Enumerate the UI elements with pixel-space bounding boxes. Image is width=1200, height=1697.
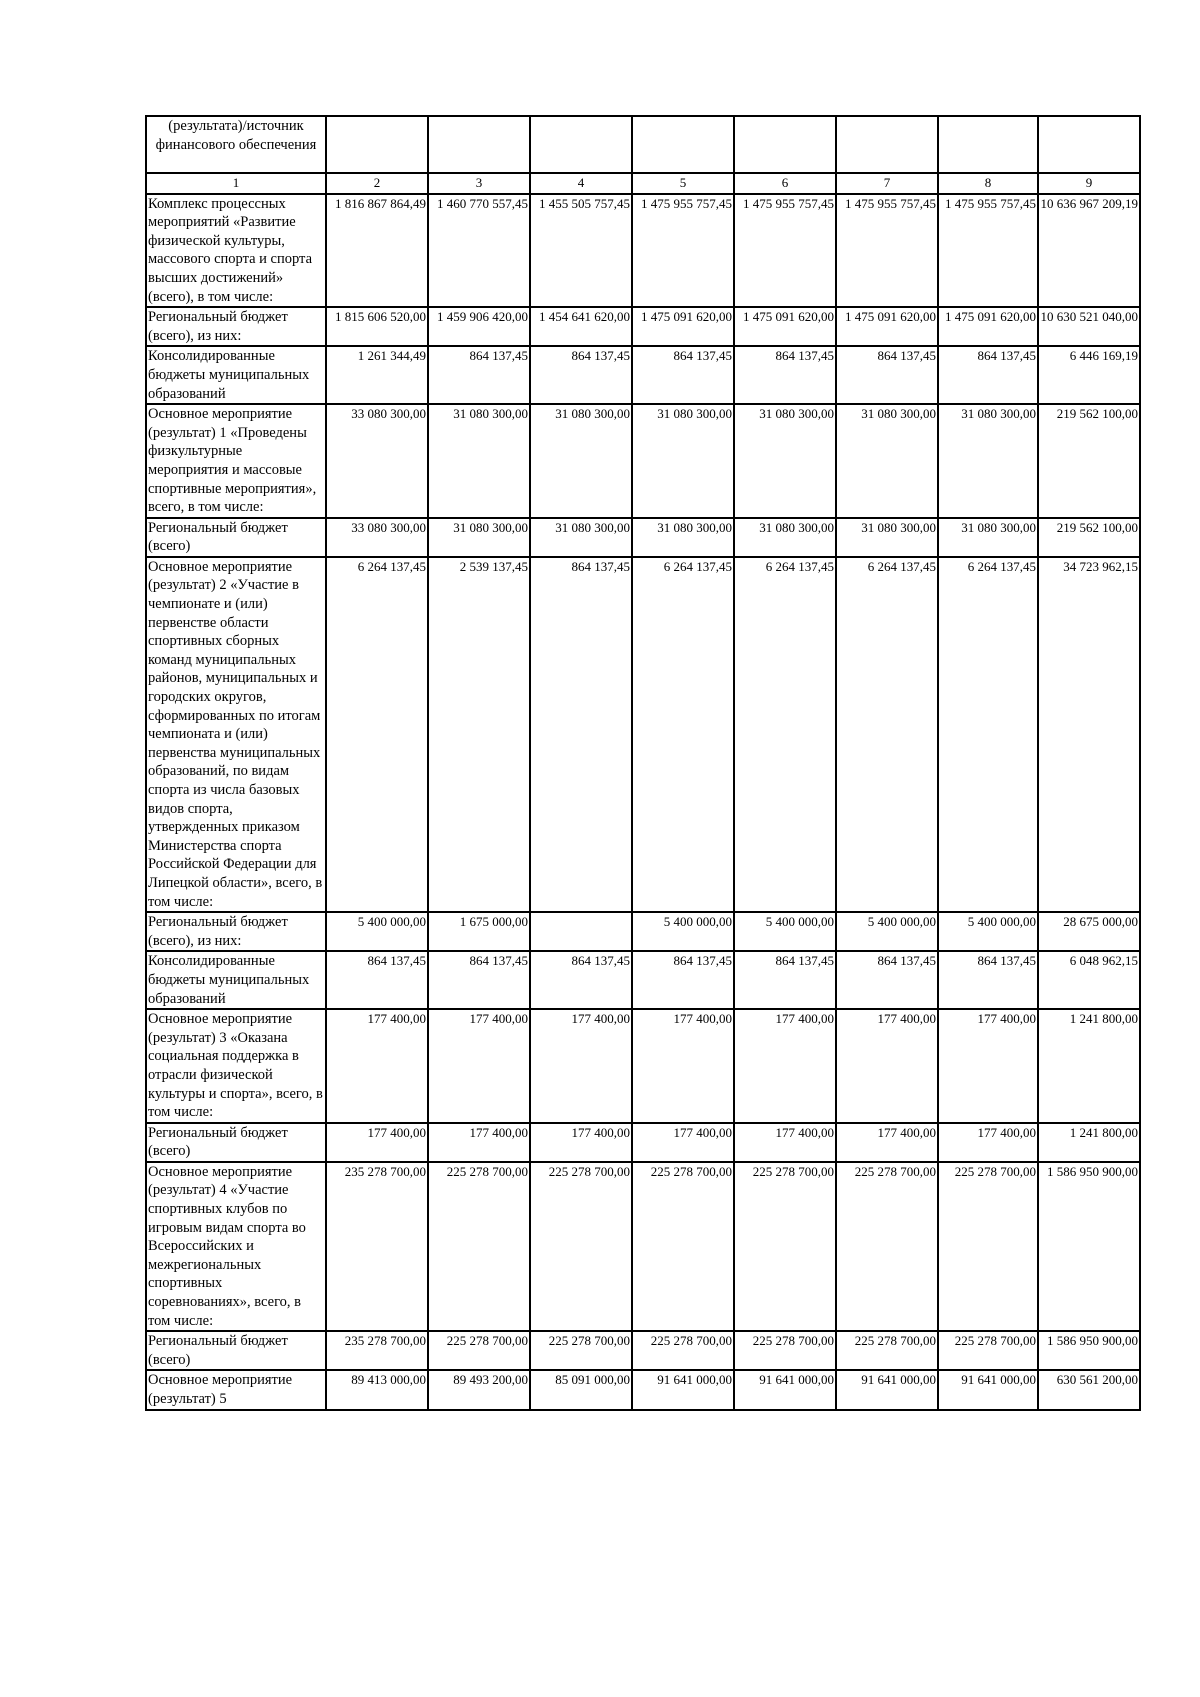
value-cell: 177 400,00 — [632, 1009, 734, 1123]
value-cell: 225 278 700,00 — [428, 1331, 530, 1370]
value-cell: 31 080 300,00 — [938, 518, 1038, 557]
value-cell: 5 400 000,00 — [734, 912, 836, 951]
row-label: Основное мероприятие (результат) 2 «Участие в чемпионате и (или) первенстве области спортивных сборных команд муниципальных районов, муниципальных и городских округов, сформированных по итогам чемпионата и (или) первенства муниципальных образований, по видам спорта из числа базовых видов спорта, утвержденных приказом Министерства спорта Российской Федерации для Липецкой области», всего, в том числе: — [146, 557, 326, 912]
value-cell: 31 080 300,00 — [530, 518, 632, 557]
value-cell: 6 264 137,45 — [734, 557, 836, 912]
row-label: Консолидированные бюджеты муниципальных образований — [146, 951, 326, 1009]
value-cell: 31 080 300,00 — [632, 518, 734, 557]
table-row — [146, 1009, 1140, 1123]
financing-table — [145, 115, 1141, 1411]
value-cell: 864 137,45 — [836, 951, 938, 1009]
value-cell: 177 400,00 — [632, 1123, 734, 1162]
value-cell: 225 278 700,00 — [428, 1162, 530, 1331]
value-cell: 864 137,45 — [428, 346, 530, 404]
table-row — [146, 1331, 1140, 1370]
value-cell: 864 137,45 — [326, 951, 428, 1009]
value-cell: 177 400,00 — [326, 1123, 428, 1162]
value-cell: 1 459 906 420,00 — [428, 307, 530, 346]
value-cell: 2 539 137,45 — [428, 557, 530, 912]
table-row — [146, 557, 1140, 912]
value-cell: 1 816 867 864,49 — [326, 194, 428, 308]
value-cell: 177 400,00 — [428, 1009, 530, 1123]
value-cell: 630 561 200,00 — [1038, 1370, 1140, 1409]
row-label: Региональный бюджет (всего) — [146, 1331, 326, 1370]
value-cell: 31 080 300,00 — [428, 404, 530, 518]
row-label: Консолидированные бюджеты муниципальных образований — [146, 346, 326, 404]
value-cell: 1 475 091 620,00 — [734, 307, 836, 346]
value-cell: 31 080 300,00 — [734, 518, 836, 557]
table-row — [146, 1162, 1140, 1331]
value-cell: 219 562 100,00 — [1038, 404, 1140, 518]
table-row — [146, 1123, 1140, 1162]
value-cell: 177 400,00 — [938, 1123, 1038, 1162]
value-cell: 5 400 000,00 — [836, 912, 938, 951]
value-cell: 225 278 700,00 — [632, 1331, 734, 1370]
value-cell: 5 400 000,00 — [326, 912, 428, 951]
value-cell: 5 400 000,00 — [632, 912, 734, 951]
column-number: 6 — [734, 173, 836, 194]
row-label: Региональный бюджет (всего), из них: — [146, 307, 326, 346]
value-cell: 1 475 955 757,45 — [734, 194, 836, 308]
value-cell: 1 475 955 757,45 — [836, 194, 938, 308]
header-cell-empty — [1038, 116, 1140, 173]
value-cell: 31 080 300,00 — [836, 518, 938, 557]
value-cell: 864 137,45 — [530, 951, 632, 1009]
value-cell: 235 278 700,00 — [326, 1331, 428, 1370]
value-cell: 10 636 967 209,19 — [1038, 194, 1140, 308]
value-cell: 864 137,45 — [734, 346, 836, 404]
value-cell: 28 675 000,00 — [1038, 912, 1140, 951]
value-cell: 225 278 700,00 — [938, 1162, 1038, 1331]
value-cell: 225 278 700,00 — [632, 1162, 734, 1331]
row-label: Региональный бюджет (всего), из них: — [146, 912, 326, 951]
value-cell: 89 493 200,00 — [428, 1370, 530, 1409]
value-cell: 31 080 300,00 — [530, 404, 632, 518]
value-cell: 91 641 000,00 — [734, 1370, 836, 1409]
value-cell: 6 446 169,19 — [1038, 346, 1140, 404]
value-cell: 177 400,00 — [938, 1009, 1038, 1123]
value-cell: 235 278 700,00 — [326, 1162, 428, 1331]
value-cell: 6 264 137,45 — [836, 557, 938, 912]
value-cell: 864 137,45 — [530, 557, 632, 912]
value-cell: 1 586 950 900,00 — [1038, 1162, 1140, 1331]
value-cell: 1 475 955 757,45 — [938, 194, 1038, 308]
value-cell: 225 278 700,00 — [734, 1331, 836, 1370]
table-row — [146, 1370, 1140, 1409]
value-cell: 219 562 100,00 — [1038, 518, 1140, 557]
row-label: Комплекс процессных мероприятий «Развитие физической культуры, массового спорта и спорта высших достижений» (всего), в том числе: — [146, 194, 326, 308]
value-cell: 864 137,45 — [632, 951, 734, 1009]
value-cell: 5 400 000,00 — [938, 912, 1038, 951]
value-cell: 225 278 700,00 — [530, 1331, 632, 1370]
column-number: 5 — [632, 173, 734, 194]
value-cell: 177 400,00 — [836, 1009, 938, 1123]
value-cell: 225 278 700,00 — [836, 1162, 938, 1331]
column-number: 3 — [428, 173, 530, 194]
value-cell: 1 261 344,49 — [326, 346, 428, 404]
row-label: Основное мероприятие (результат) 3 «Оказана социальная поддержка в отрасли физической культуры и спорта», всего, в том числе: — [146, 1009, 326, 1123]
column-number: 8 — [938, 173, 1038, 194]
value-cell: 177 400,00 — [326, 1009, 428, 1123]
value-cell — [530, 912, 632, 951]
column-number: 1 — [146, 173, 326, 194]
value-cell: 864 137,45 — [938, 346, 1038, 404]
value-cell: 225 278 700,00 — [938, 1331, 1038, 1370]
value-cell: 864 137,45 — [938, 951, 1038, 1009]
value-cell: 1 475 091 620,00 — [632, 307, 734, 346]
header-cell-empty — [428, 116, 530, 173]
value-cell: 6 264 137,45 — [938, 557, 1038, 912]
value-cell: 1 241 800,00 — [1038, 1123, 1140, 1162]
table-row — [146, 518, 1140, 557]
value-cell: 6 048 962,15 — [1038, 951, 1140, 1009]
table-body — [146, 194, 1140, 1410]
value-cell: 1 475 091 620,00 — [938, 307, 1038, 346]
value-cell: 31 080 300,00 — [428, 518, 530, 557]
header-cell-source: (результата)/источник финансового обеспечения — [146, 116, 326, 173]
header-cell-empty — [326, 116, 428, 173]
header-cell-empty — [938, 116, 1038, 173]
row-label: Основное мероприятие (результат) 5 — [146, 1370, 326, 1409]
table-row — [146, 194, 1140, 308]
header-cell-empty — [530, 116, 632, 173]
row-label: Основное мероприятие (результат) 4 «Участие спортивных клубов по игровым видам спорта во Всероссийских и межрегиональных спортивных соревнованиях», всего, в том числе: — [146, 1162, 326, 1331]
value-cell: 225 278 700,00 — [836, 1331, 938, 1370]
value-cell: 1 815 606 520,00 — [326, 307, 428, 346]
table-row — [146, 404, 1140, 518]
value-cell: 864 137,45 — [428, 951, 530, 1009]
value-cell: 177 400,00 — [530, 1123, 632, 1162]
value-cell: 225 278 700,00 — [734, 1162, 836, 1331]
value-cell: 1 460 770 557,45 — [428, 194, 530, 308]
value-cell: 177 400,00 — [428, 1123, 530, 1162]
value-cell: 31 080 300,00 — [836, 404, 938, 518]
value-cell: 177 400,00 — [836, 1123, 938, 1162]
value-cell: 10 630 521 040,00 — [1038, 307, 1140, 346]
table-row — [146, 912, 1140, 951]
value-cell: 864 137,45 — [836, 346, 938, 404]
value-cell: 1 475 955 757,45 — [632, 194, 734, 308]
table-header-row — [146, 116, 1140, 173]
row-label: Региональный бюджет (всего) — [146, 1123, 326, 1162]
value-cell: 31 080 300,00 — [632, 404, 734, 518]
row-label: Региональный бюджет (всего) — [146, 518, 326, 557]
column-number: 7 — [836, 173, 938, 194]
value-cell: 31 080 300,00 — [938, 404, 1038, 518]
value-cell: 89 413 000,00 — [326, 1370, 428, 1409]
column-number: 4 — [530, 173, 632, 194]
header-cell-empty — [632, 116, 734, 173]
value-cell: 1 455 505 757,45 — [530, 194, 632, 308]
column-number-row — [146, 173, 1140, 194]
column-number: 9 — [1038, 173, 1140, 194]
value-cell: 1 475 091 620,00 — [836, 307, 938, 346]
table-row — [146, 307, 1140, 346]
value-cell: 864 137,45 — [530, 346, 632, 404]
value-cell: 91 641 000,00 — [632, 1370, 734, 1409]
value-cell: 91 641 000,00 — [938, 1370, 1038, 1409]
value-cell: 1 454 641 620,00 — [530, 307, 632, 346]
value-cell: 33 080 300,00 — [326, 518, 428, 557]
value-cell: 85 091 000,00 — [530, 1370, 632, 1409]
value-cell: 6 264 137,45 — [632, 557, 734, 912]
value-cell: 225 278 700,00 — [530, 1162, 632, 1331]
value-cell: 31 080 300,00 — [734, 404, 836, 518]
table-row — [146, 951, 1140, 1009]
value-cell: 1 586 950 900,00 — [1038, 1331, 1140, 1370]
value-cell: 1 675 000,00 — [428, 912, 530, 951]
value-cell: 34 723 962,15 — [1038, 557, 1140, 912]
header-cell-empty — [734, 116, 836, 173]
value-cell: 177 400,00 — [530, 1009, 632, 1123]
value-cell: 91 641 000,00 — [836, 1370, 938, 1409]
table-row — [146, 346, 1140, 404]
header-cell-empty — [836, 116, 938, 173]
value-cell: 1 241 800,00 — [1038, 1009, 1140, 1123]
value-cell: 177 400,00 — [734, 1123, 836, 1162]
row-label: Основное мероприятие (результат) 1 «Проведены физкультурные мероприятия и массовые спортивные мероприятия», всего, в том числе: — [146, 404, 326, 518]
value-cell: 864 137,45 — [734, 951, 836, 1009]
value-cell: 6 264 137,45 — [326, 557, 428, 912]
value-cell: 177 400,00 — [734, 1009, 836, 1123]
column-number: 2 — [326, 173, 428, 194]
value-cell: 33 080 300,00 — [326, 404, 428, 518]
value-cell: 864 137,45 — [632, 346, 734, 404]
